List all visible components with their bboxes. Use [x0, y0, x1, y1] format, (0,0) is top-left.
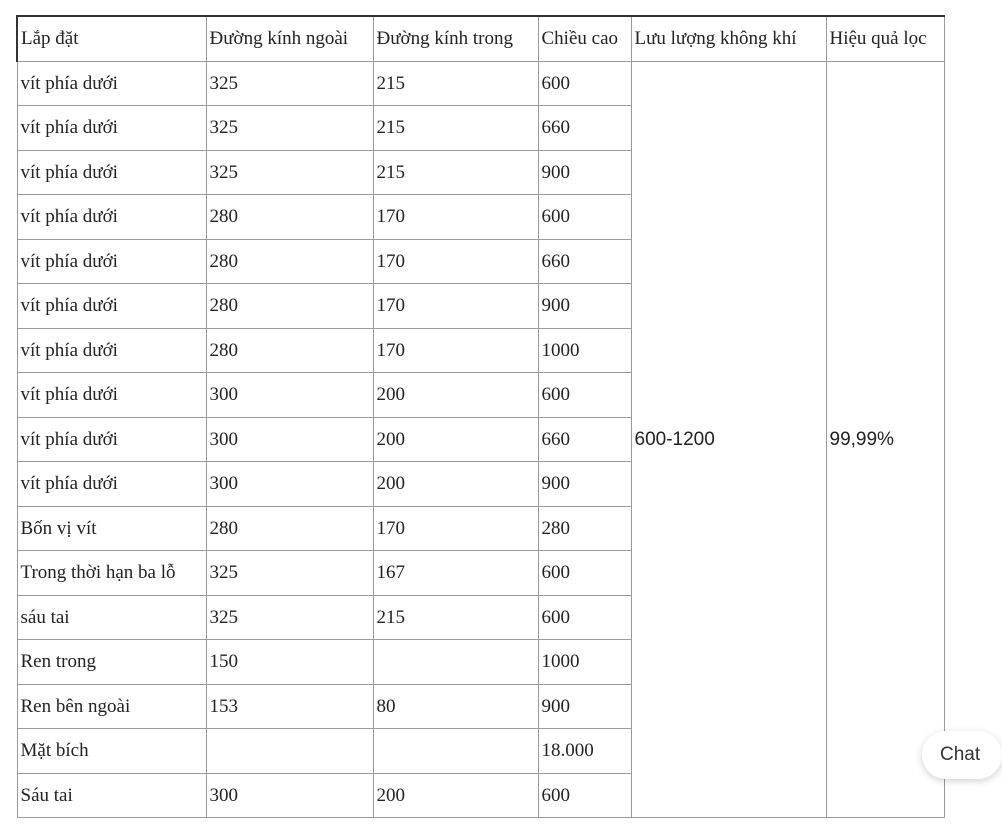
cell-outer-diameter: 300 [206, 417, 373, 462]
header-efficiency: Hiệu quả lọc [826, 16, 944, 61]
cell-outer-diameter: 280 [206, 284, 373, 329]
cell-height: 900 [538, 684, 631, 729]
cell-installation: vít phía dưới [17, 462, 206, 507]
cell-inner-diameter: 170 [373, 506, 538, 551]
cell-outer-diameter: 280 [206, 506, 373, 551]
header-air-flow: Lưu lượng không khí [631, 16, 826, 61]
cell-height: 900 [538, 284, 631, 329]
cell-installation: Trong thời hạn ba lỗ [17, 551, 206, 596]
cell-height: 280 [538, 506, 631, 551]
cell-outer-diameter [206, 729, 373, 774]
cell-inner-diameter: 215 [373, 61, 538, 106]
cell-height: 660 [538, 106, 631, 151]
cell-installation: vít phía dưới [17, 195, 206, 240]
cell-height: 660 [538, 417, 631, 462]
cell-installation: vít phía dưới [17, 284, 206, 329]
cell-height: 900 [538, 462, 631, 507]
cell-inner-diameter: 215 [373, 595, 538, 640]
cell-inner-diameter: 215 [373, 106, 538, 151]
table-header-row [17, 16, 944, 61]
cell-outer-diameter: 300 [206, 462, 373, 507]
cell-outer-diameter: 300 [206, 373, 373, 418]
cell-height: 600 [538, 373, 631, 418]
cell-installation: vít phía dưới [17, 417, 206, 462]
header-height: Chiều cao [538, 16, 631, 61]
cell-height: 18.000 [538, 729, 631, 774]
cell-efficiency: 99,99% [826, 61, 944, 818]
cell-inner-diameter [373, 729, 538, 774]
cell-installation: Ren bên ngoài [17, 684, 206, 729]
cell-installation: vít phía dưới [17, 150, 206, 195]
cell-inner-diameter: 170 [373, 284, 538, 329]
cell-installation: Sáu tai [17, 773, 206, 818]
spec-table [16, 15, 945, 818]
header-outer-diameter: Đường kính ngoài [206, 16, 373, 61]
cell-outer-diameter: 325 [206, 551, 373, 596]
cell-height: 600 [538, 595, 631, 640]
cell-inner-diameter: 200 [373, 462, 538, 507]
table-row [17, 61, 944, 106]
cell-outer-diameter: 280 [206, 328, 373, 373]
cell-outer-diameter: 280 [206, 239, 373, 284]
cell-height: 600 [538, 551, 631, 596]
cell-outer-diameter: 325 [206, 61, 373, 106]
cell-inner-diameter: 200 [373, 773, 538, 818]
cell-installation: vít phía dưới [17, 61, 206, 106]
cell-height: 900 [538, 150, 631, 195]
cell-height: 600 [538, 773, 631, 818]
cell-installation: sáu tai [17, 595, 206, 640]
cell-inner-diameter: 167 [373, 551, 538, 596]
cell-inner-diameter: 215 [373, 150, 538, 195]
cell-height: 660 [538, 239, 631, 284]
cell-outer-diameter: 280 [206, 195, 373, 240]
cell-inner-diameter: 170 [373, 239, 538, 284]
cell-outer-diameter: 325 [206, 106, 373, 151]
cell-installation: Bốn vị vít [17, 506, 206, 551]
cell-installation: vít phía dưới [17, 106, 206, 151]
cell-outer-diameter: 300 [206, 773, 373, 818]
cell-inner-diameter: 200 [373, 417, 538, 462]
cell-installation: vít phía dưới [17, 328, 206, 373]
cell-outer-diameter: 150 [206, 640, 373, 685]
cell-installation: vít phía dưới [17, 373, 206, 418]
cell-installation: Mặt bích [17, 729, 206, 774]
cell-installation: Ren trong [17, 640, 206, 685]
cell-outer-diameter: 153 [206, 684, 373, 729]
cell-inner-diameter [373, 640, 538, 685]
cell-inner-diameter: 170 [373, 195, 538, 240]
cell-inner-diameter: 200 [373, 373, 538, 418]
cell-height: 600 [538, 61, 631, 106]
cell-height: 600 [538, 195, 631, 240]
cell-air-flow: 600-1200 [631, 61, 826, 818]
header-installation: Lắp đặt [17, 16, 206, 61]
cell-height: 1000 [538, 640, 631, 685]
cell-height: 1000 [538, 328, 631, 373]
cell-inner-diameter: 170 [373, 328, 538, 373]
cell-installation: vít phía dưới [17, 239, 206, 284]
chat-widget-button[interactable]: Chat [922, 731, 1002, 779]
header-inner-diameter: Đường kính trong [373, 16, 538, 61]
cell-outer-diameter: 325 [206, 595, 373, 640]
cell-outer-diameter: 325 [206, 150, 373, 195]
cell-inner-diameter: 80 [373, 684, 538, 729]
